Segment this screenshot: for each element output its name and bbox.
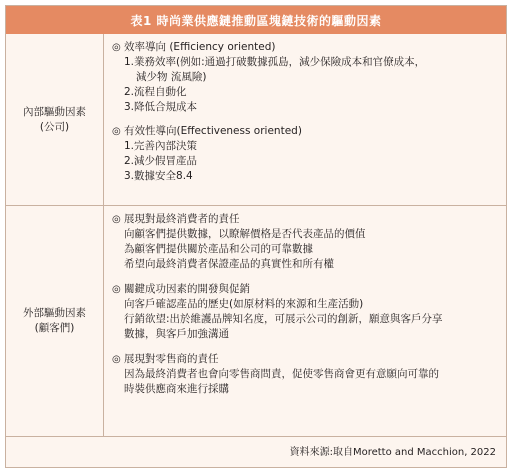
internal-drivers-row (6, 34, 506, 206)
list-item: 因為最終消費者也會向零售商問責，促使零售商會更有意願向可靠的 (124, 368, 439, 380)
double-circle-icon: ◎ (112, 126, 121, 137)
source-note: 資料來源:取自Moretto and Macchion, 2022 (289, 446, 496, 458)
external-drivers-label (6, 206, 104, 436)
external-drivers-row (6, 206, 506, 437)
success-factors-group (112, 282, 500, 342)
external-label-line1: 外部驅動因素 (23, 307, 86, 319)
group-heading: 有效性導向(Effectiveness oriented) (124, 125, 302, 137)
group-heading: 效率導向 (Efficiency oriented) (124, 41, 276, 53)
double-circle-icon: ◎ (112, 354, 121, 365)
list-item: 時裝供應商來進行採購 (124, 383, 229, 395)
group-heading: 關鍵成功因素的開發與促銷 (124, 283, 250, 295)
internal-label-line1: 內部驅動因素 (23, 105, 86, 118)
efficiency-group (112, 40, 500, 115)
list-item: 1.完善內部決策 (124, 140, 198, 152)
group-heading: 展現對零售商的責任 (124, 353, 219, 365)
external-label-line2: (顧客們) (34, 322, 75, 334)
list-item: 2.流程自動化 (124, 86, 187, 98)
group-heading: 展現對最終消費者的責任 (124, 213, 240, 225)
list-item: 向顧客們提供數據，以瞭解價格是否代表產品的價值 (124, 228, 366, 240)
table-title: 表1 時尚業供應鏈推動區塊鏈技術的驅動因素 (6, 6, 506, 34)
list-item: 3.降低合規成本 (124, 101, 198, 113)
list-item: 行銷欲望:出於維護品牌知名度，可展示公司的創新，願意與客戶分享 (124, 313, 443, 325)
list-item: 為顧客們提供關於產品和公司的可靠數據 (124, 243, 313, 255)
table-frame (5, 5, 507, 468)
list-item: 1.業務效率(例如:通過打破數據孤島，減少保險成本和官僚成本， (124, 56, 426, 68)
internal-drivers-content (104, 34, 506, 205)
external-drivers-content (104, 206, 506, 436)
retailer-responsibility-group (112, 352, 500, 397)
double-circle-icon: ◎ (112, 42, 121, 53)
list-item: 3.數據安全8.4 (124, 170, 193, 182)
consumer-responsibility-group (112, 212, 500, 272)
list-item: 向客戶確認產品的歷史(如原材料的來源和生產活動) (124, 298, 364, 310)
double-circle-icon: ◎ (112, 214, 121, 225)
effectiveness-group (112, 124, 500, 184)
list-item: 2.減少假冒產品 (124, 155, 198, 167)
list-item: 希望向最終消費者保證產品的真實性和所有權 (124, 258, 334, 270)
double-circle-icon: ◎ (112, 284, 121, 295)
internal-label-line2: (公司) (39, 120, 70, 133)
internal-drivers-label (6, 34, 104, 205)
list-item: 減少物 流風險) (136, 71, 207, 83)
list-item: 數據，與客戶加強溝通 (124, 328, 229, 340)
